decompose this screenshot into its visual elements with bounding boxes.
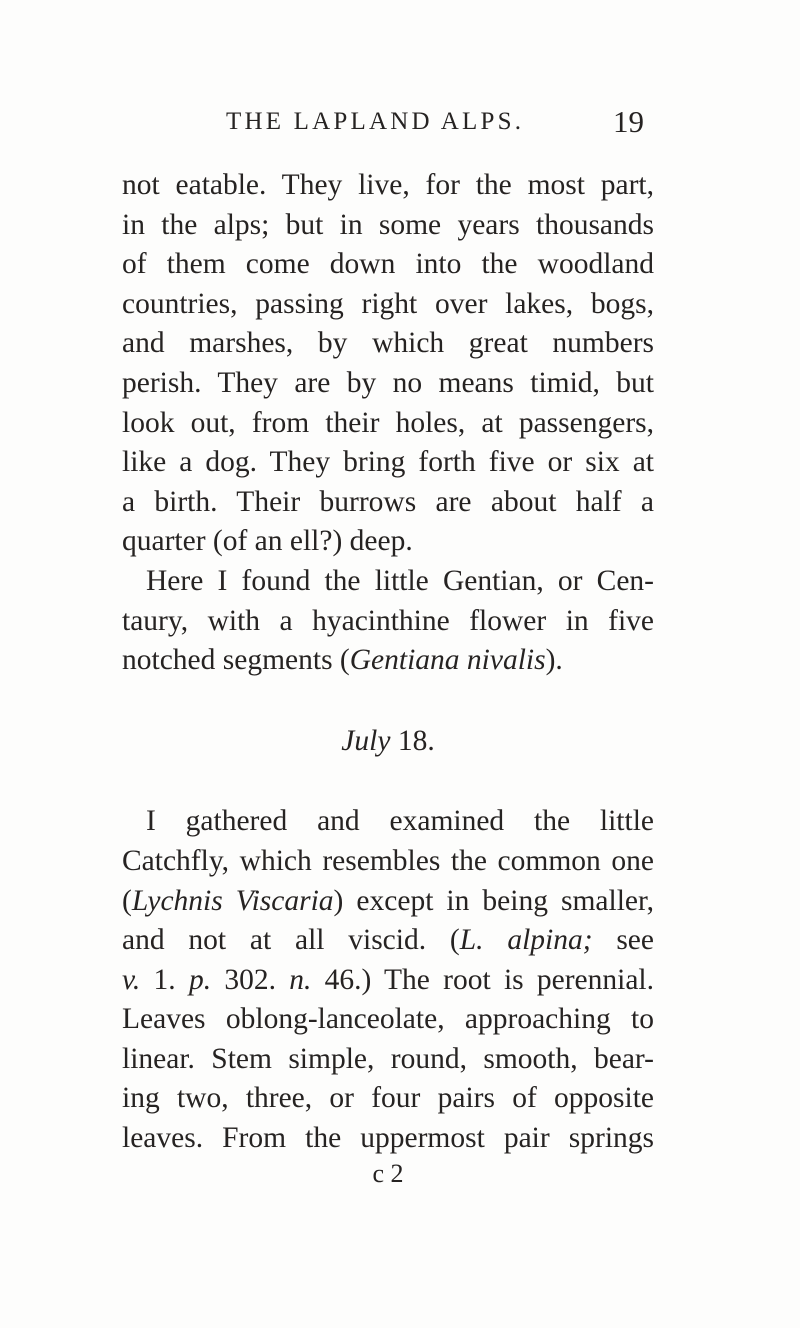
date-month: July xyxy=(341,724,391,757)
running-title: THE LAPLAND ALPS. xyxy=(226,108,525,135)
paragraph-lemmings xyxy=(122,166,654,562)
text-run: 1. xyxy=(140,963,189,996)
text-line: Here I found the little Gentian, or Cen- xyxy=(146,564,654,597)
citation-abbrev: n. xyxy=(289,963,312,996)
text-line xyxy=(122,641,654,681)
citation-abbrev: p. xyxy=(188,963,212,996)
species-name: Gentiana nivalis xyxy=(349,644,546,677)
text-line xyxy=(122,921,654,961)
body-text xyxy=(122,166,654,1189)
text-line: leaves. From the uppermost pair springs xyxy=(122,1122,654,1155)
text-run: see xyxy=(592,924,654,957)
species-name: Lychnis Viscaria xyxy=(131,884,334,917)
paragraph-gentian xyxy=(122,562,654,681)
text-run: ) except in being smaller, xyxy=(333,884,655,917)
text-line: in the alps; but in some years thousands xyxy=(122,208,654,241)
text-line: Catchfly, which resembles the common one xyxy=(122,844,654,877)
species-name: L. alpina; xyxy=(459,924,593,957)
text-line: taury, with a hyacinthine flower in five xyxy=(122,604,654,637)
citation-abbrev: v. xyxy=(122,963,141,996)
text-line: a birth. Their burrows are about half a xyxy=(122,485,654,518)
text-line: and marshes, by which great numbers xyxy=(122,327,654,360)
paragraph-catchfly xyxy=(122,802,654,1158)
text-line: like a dog. They bring forth five or six at xyxy=(122,446,654,479)
text-line: perish. They are by no means timid, but xyxy=(122,366,654,399)
text-line: not eatable. They live, for the most part, xyxy=(122,169,654,201)
text-line: ing two, three, or four pairs of opposite xyxy=(122,1082,654,1115)
date-day: 18. xyxy=(397,724,435,757)
running-head xyxy=(0,104,800,144)
text-run: 302. xyxy=(211,963,290,996)
text-line xyxy=(122,882,654,922)
text-run: and not at all viscid. ( xyxy=(122,924,460,957)
text-line xyxy=(122,961,654,1001)
text-line: quarter (of an ell?) deep. xyxy=(122,525,413,558)
text-run: ). xyxy=(545,644,563,677)
text-line: I gathered and examined the little xyxy=(146,805,654,838)
text-run: 46.) The root is perennial. xyxy=(311,963,655,996)
signature-mark: c 2 xyxy=(372,1158,404,1188)
text-line: linear. Stem simple, round, smooth, bear- xyxy=(122,1042,654,1075)
text-line: look out, from their holes, at passengers, xyxy=(122,406,654,439)
text-line: Leaves oblong-lanceolate, approaching to xyxy=(122,1003,654,1036)
text-line: countries, passing right over lakes, bogs, xyxy=(122,287,654,320)
page-number: 19 xyxy=(613,104,644,139)
text-run: ( xyxy=(122,884,132,917)
date-heading xyxy=(122,722,654,762)
text-run: notched segments ( xyxy=(122,644,350,677)
text-line: of them come down into the woodland xyxy=(122,248,654,281)
